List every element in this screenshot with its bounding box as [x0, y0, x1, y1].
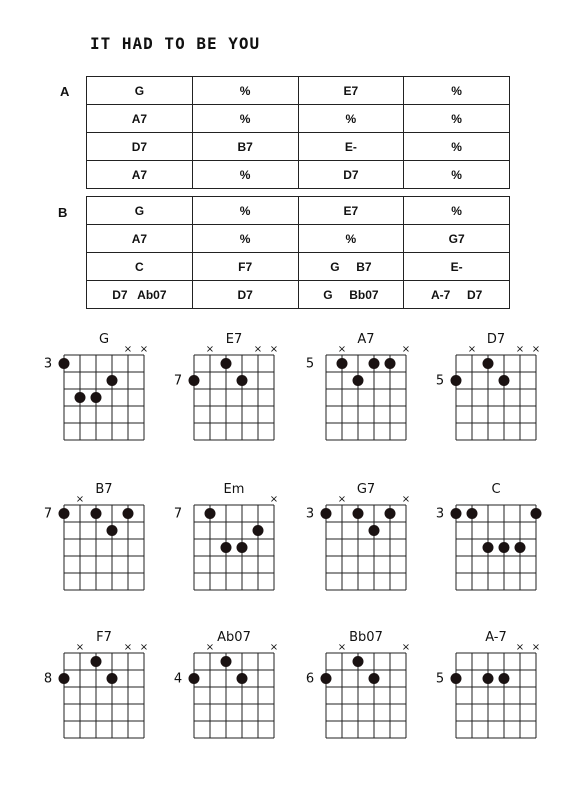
- song-title: IT HAD TO BE YOU: [90, 34, 261, 53]
- section-label-b: B: [58, 205, 68, 220]
- chart-cell: G B7: [298, 253, 404, 281]
- chord-diagram: [174, 332, 278, 440]
- finger-dot: [253, 525, 264, 536]
- fret-number: 3: [43, 356, 53, 372]
- chart-cell: A-7 D7: [404, 281, 510, 309]
- finger-dot: [483, 673, 494, 684]
- finger-dot: [205, 508, 216, 519]
- chart-cell: E7: [298, 197, 404, 225]
- finger-dot: [91, 656, 102, 667]
- chart-cell: D7: [192, 281, 298, 309]
- finger-dot: [451, 508, 462, 519]
- muted-string-icon: ×: [269, 494, 279, 505]
- fret-number: 8: [43, 671, 53, 687]
- chord-diagram: [174, 630, 278, 738]
- muted-string-icon: ×: [401, 494, 411, 505]
- chart-cell: E-: [404, 253, 510, 281]
- chart-cell: %: [404, 197, 510, 225]
- muted-string-icon: ×: [337, 494, 347, 505]
- muted-string-icon: ×: [253, 344, 263, 355]
- finger-dot: [369, 525, 380, 536]
- finger-dot: [483, 358, 494, 369]
- chart-cell: G: [87, 197, 193, 225]
- chart-cell: D7: [87, 133, 193, 161]
- muted-string-icon: ×: [205, 344, 215, 355]
- chart-cell: %: [192, 161, 298, 189]
- section-label-a: A: [60, 84, 70, 99]
- chord-diagram: [306, 482, 410, 590]
- muted-string-icon: ×: [123, 344, 133, 355]
- finger-dot: [483, 542, 494, 553]
- chart-cell: G: [87, 77, 193, 105]
- finger-dot: [221, 656, 232, 667]
- muted-string-icon: ×: [205, 642, 215, 653]
- finger-dot: [467, 508, 478, 519]
- muted-string-icon: ×: [139, 344, 149, 355]
- chart-cell: E-: [298, 133, 404, 161]
- chord-diagram: [306, 332, 410, 440]
- finger-dot: [237, 375, 248, 386]
- chord-name: D7: [486, 332, 506, 347]
- finger-dot: [353, 508, 364, 519]
- chart-cell: %: [404, 133, 510, 161]
- finger-dot: [221, 358, 232, 369]
- finger-dot: [369, 358, 380, 369]
- finger-dot: [59, 508, 70, 519]
- finger-dot: [107, 673, 118, 684]
- finger-dot: [91, 392, 102, 403]
- chart-cell: %: [192, 77, 298, 105]
- chord-diagram: [436, 332, 540, 440]
- fret-number: 7: [43, 506, 53, 522]
- chart-cell: %: [192, 105, 298, 133]
- muted-string-icon: ×: [269, 344, 279, 355]
- chart-cell: F7: [192, 253, 298, 281]
- finger-dot: [451, 673, 462, 684]
- chart-cell: A7: [87, 225, 193, 253]
- chart-cell: %: [404, 161, 510, 189]
- chart-cell: D7: [298, 161, 404, 189]
- fret-number: 4: [173, 671, 183, 687]
- muted-string-icon: ×: [337, 344, 347, 355]
- finger-dot: [75, 392, 86, 403]
- chart-cell: A7: [87, 105, 193, 133]
- muted-string-icon: ×: [467, 344, 477, 355]
- fret-number: 5: [435, 373, 445, 389]
- fret-number: 7: [173, 373, 183, 389]
- finger-dot: [385, 508, 396, 519]
- finger-dot: [515, 542, 526, 553]
- finger-dot: [107, 375, 118, 386]
- finger-dot: [451, 375, 462, 386]
- chord-name: B7: [95, 482, 113, 497]
- chart-cell: G7: [404, 225, 510, 253]
- chart-cell: %: [298, 105, 404, 133]
- chart-cell: %: [298, 225, 404, 253]
- muted-string-icon: ×: [401, 642, 411, 653]
- finger-dot: [59, 673, 70, 684]
- fret-number: 6: [305, 671, 315, 687]
- muted-string-icon: ×: [123, 642, 133, 653]
- muted-string-icon: ×: [515, 344, 525, 355]
- finger-dot: [385, 358, 396, 369]
- chart-cell: %: [404, 77, 510, 105]
- chart-cell: %: [192, 197, 298, 225]
- fret-number: 7: [173, 506, 183, 522]
- fret-number: 3: [435, 506, 445, 522]
- finger-dot: [189, 375, 200, 386]
- finger-dot: [237, 542, 248, 553]
- muted-string-icon: ×: [75, 642, 85, 653]
- chord-diagram: [44, 332, 148, 440]
- chord-diagram: [436, 630, 540, 738]
- chord-diagram: [306, 630, 410, 738]
- chord-name: Ab07: [217, 630, 251, 645]
- chart-cell: D7 Ab07: [87, 281, 193, 309]
- muted-string-icon: ×: [401, 344, 411, 355]
- chart-cell: G Bb07: [298, 281, 404, 309]
- chart-cell: %: [192, 225, 298, 253]
- finger-dot: [321, 508, 332, 519]
- muted-string-icon: ×: [337, 642, 347, 653]
- finger-dot: [189, 673, 200, 684]
- chord-diagram: [174, 482, 278, 590]
- chord-diagram: [436, 482, 542, 590]
- finger-dot: [321, 673, 332, 684]
- fret-number: 5: [435, 671, 445, 687]
- chart-cell: E7: [298, 77, 404, 105]
- chord-diagram: [44, 630, 148, 738]
- muted-string-icon: ×: [269, 642, 279, 653]
- chart-cell: B7: [192, 133, 298, 161]
- finger-dot: [221, 542, 232, 553]
- chord-name: G: [98, 332, 110, 347]
- finger-dot: [107, 525, 118, 536]
- finger-dot: [123, 508, 134, 519]
- chord-name: E7: [225, 332, 243, 347]
- muted-string-icon: ×: [531, 642, 541, 653]
- chord-name: A-7: [485, 630, 507, 645]
- finger-dot: [499, 673, 510, 684]
- chord-name: G7: [356, 482, 376, 497]
- finger-dot: [59, 358, 70, 369]
- finger-dot: [91, 508, 102, 519]
- chord-name: C: [491, 482, 501, 497]
- finger-dot: [237, 673, 248, 684]
- chord-name: A7: [357, 332, 375, 347]
- finger-dot: [337, 358, 348, 369]
- muted-string-icon: ×: [531, 344, 541, 355]
- chart-cell: A7: [87, 161, 193, 189]
- muted-string-icon: ×: [139, 642, 149, 653]
- chord-diagram: [44, 482, 144, 590]
- finger-dot: [499, 375, 510, 386]
- chord-name: F7: [96, 630, 112, 645]
- fret-number: 3: [305, 506, 315, 522]
- chord-name: Bb07: [349, 630, 383, 645]
- finger-dot: [353, 375, 364, 386]
- fret-number: 5: [305, 356, 315, 372]
- chart-cell: %: [404, 105, 510, 133]
- chord-name: Em: [223, 482, 245, 497]
- chart-cell: C: [87, 253, 193, 281]
- finger-dot: [369, 673, 380, 684]
- finger-dot: [353, 656, 364, 667]
- finger-dot: [531, 508, 542, 519]
- muted-string-icon: ×: [515, 642, 525, 653]
- muted-string-icon: ×: [75, 494, 85, 505]
- finger-dot: [499, 542, 510, 553]
